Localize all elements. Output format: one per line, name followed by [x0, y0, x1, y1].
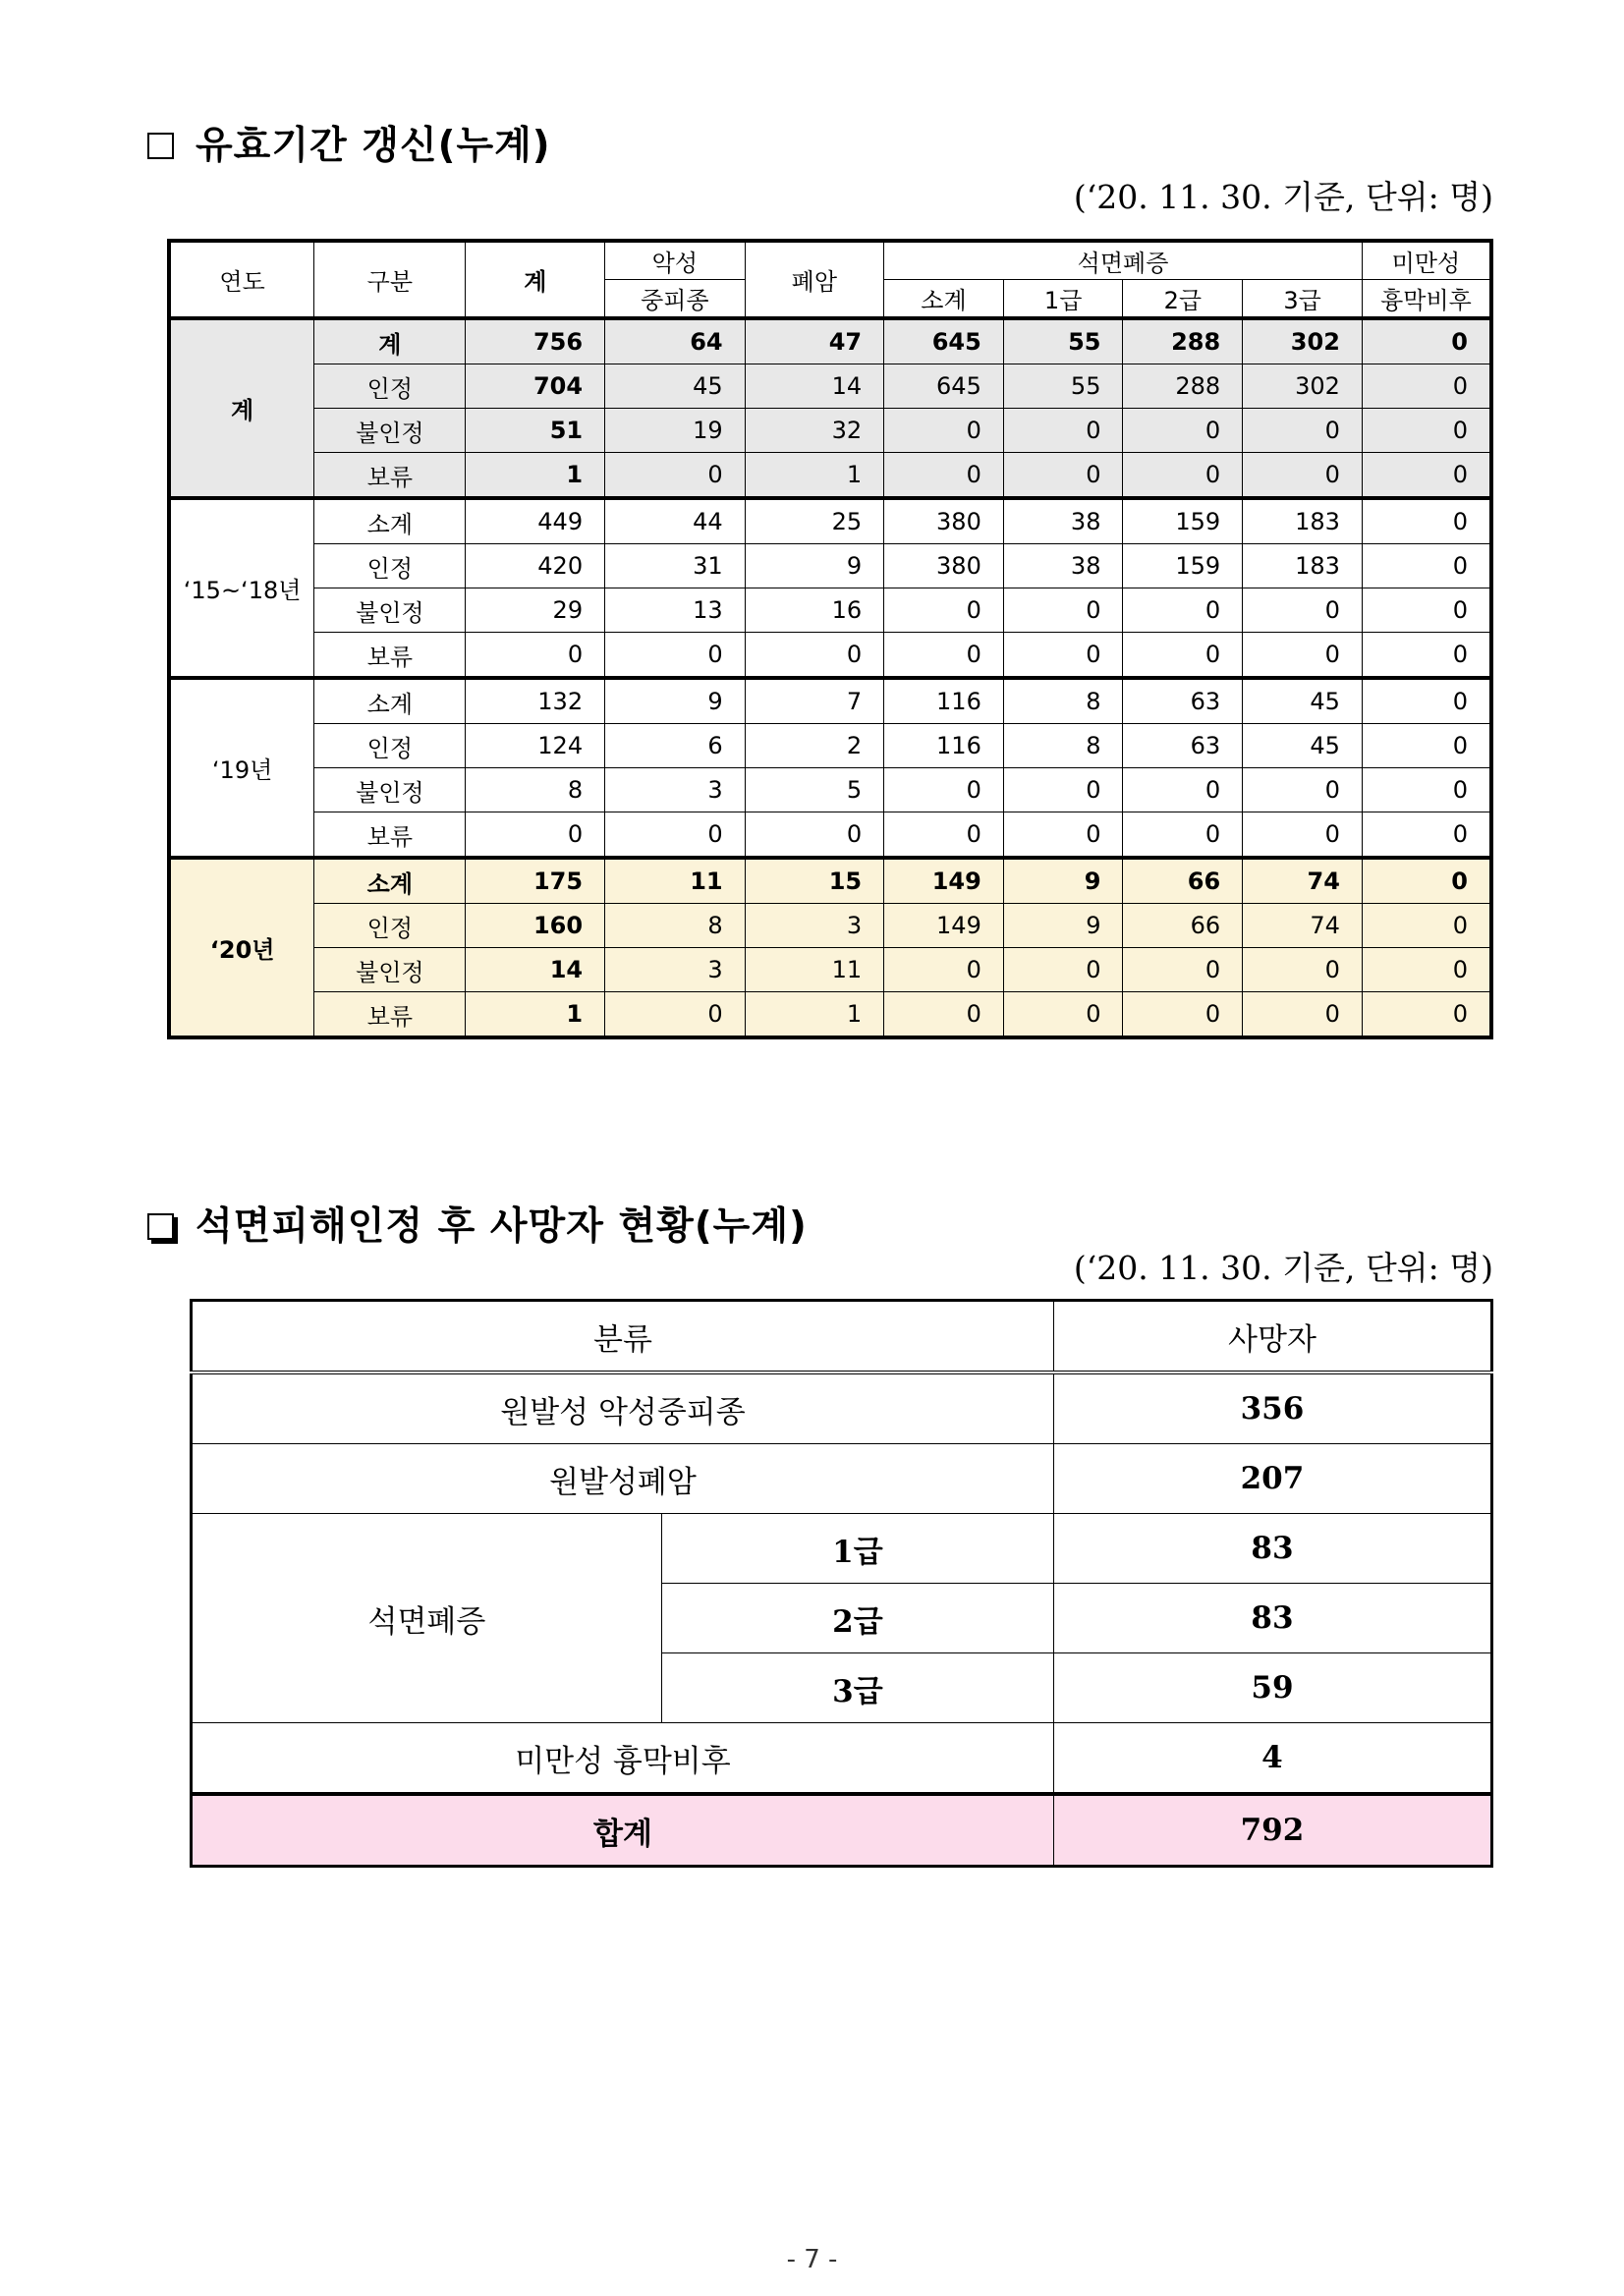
header-pleural-line2: 흉막비후 [1362, 280, 1491, 319]
value-cell: 380 [884, 498, 1004, 544]
value-cell: 0 [884, 633, 1004, 679]
row-category: 불인정 [314, 409, 466, 453]
value-cell: 132 [466, 678, 605, 724]
table-row [169, 498, 1491, 544]
value-cell: 16 [745, 588, 884, 633]
group-label: ‘20년 [169, 858, 314, 1037]
renewal-table [167, 239, 1493, 1039]
value-cell: 0 [1123, 453, 1243, 499]
page-number: - 7 - [786, 2245, 838, 2274]
value-cell: 645 [884, 318, 1004, 364]
value-cell: 0 [1123, 768, 1243, 812]
value-cell: 175 [466, 858, 605, 904]
grade3-label: 3급 [661, 1653, 1053, 1723]
header-total: 계 [466, 241, 605, 318]
value-cell: 6 [605, 724, 746, 768]
value-cell: 64 [605, 318, 746, 364]
table-row [169, 409, 1491, 453]
value-cell: 0 [884, 992, 1004, 1038]
value-cell: 0 [1123, 409, 1243, 453]
value-cell: 0 [1362, 498, 1491, 544]
value-cell: 8 [605, 904, 746, 948]
row-category: 보류 [314, 453, 466, 499]
value-cell: 1 [745, 453, 884, 499]
table-row [169, 724, 1491, 768]
value-cell: 9 [1003, 904, 1123, 948]
value-cell: 55 [1003, 318, 1123, 364]
value-cell: 0 [1003, 453, 1123, 499]
row-category: 보류 [314, 812, 466, 859]
value-cell: 0 [1003, 992, 1123, 1038]
table-row [169, 364, 1491, 409]
value-cell: 2 [745, 724, 884, 768]
row-category: 불인정 [314, 768, 466, 812]
value-cell: 0 [1362, 453, 1491, 499]
header-category: 분류 [192, 1301, 1054, 1373]
value-cell: 32 [745, 409, 884, 453]
table-row [192, 1444, 1492, 1514]
value-cell: 0 [1243, 633, 1363, 679]
value-cell: 420 [466, 544, 605, 588]
value-cell: 0 [1362, 588, 1491, 633]
value-cell: 0 [884, 768, 1004, 812]
value-cell: 13 [605, 588, 746, 633]
header-pleural-line1: 미만성 [1362, 241, 1491, 280]
value-cell: 704 [466, 364, 605, 409]
renewal-table-header [169, 241, 1491, 318]
value-cell: 288 [1123, 364, 1243, 409]
value-cell: 0 [1003, 948, 1123, 992]
section2-basis: (‘20. 11. 30. 기준, 단위: 명) [1073, 1249, 1493, 1287]
value-cell: 0 [1003, 812, 1123, 859]
total-row [192, 1794, 1492, 1867]
value-cell: 38 [1003, 498, 1123, 544]
value-cell: 0 [884, 453, 1004, 499]
lung-cancer-label: 원발성폐암 [192, 1444, 1054, 1514]
value-cell: 8 [1003, 678, 1123, 724]
value-cell: 0 [1123, 812, 1243, 859]
value-cell: 45 [1243, 724, 1363, 768]
table-row [192, 1372, 1492, 1444]
section1-title [147, 115, 551, 170]
header-lung-cancer: 폐암 [745, 241, 884, 318]
header-mesothelioma-line1: 악성 [605, 241, 746, 280]
value-cell: 183 [1243, 498, 1363, 544]
header-asbestosis: 석면폐증 [884, 241, 1363, 280]
value-cell: 0 [1362, 948, 1491, 992]
value-cell: 25 [745, 498, 884, 544]
value-cell: 15 [745, 858, 884, 904]
value-cell: 0 [1243, 768, 1363, 812]
section1-title-text: 유효기간 갱신(누계) [196, 124, 551, 168]
group-total [169, 318, 1491, 498]
value-cell: 44 [605, 498, 746, 544]
value-cell: 0 [1123, 948, 1243, 992]
value-cell: 0 [745, 633, 884, 679]
value-cell: 0 [605, 992, 746, 1038]
grade3-value: 59 [1053, 1653, 1491, 1723]
row-category: 보류 [314, 992, 466, 1038]
value-cell: 159 [1123, 544, 1243, 588]
value-cell: 31 [605, 544, 746, 588]
section1-basis: (‘20. 11. 30. 기준, 단위: 명) [1073, 178, 1493, 216]
square-bullet-icon [147, 133, 174, 159]
value-cell: 63 [1123, 678, 1243, 724]
value-cell: 0 [1243, 588, 1363, 633]
header-grade3: 3급 [1243, 280, 1363, 319]
value-cell: 0 [884, 588, 1004, 633]
table-row [192, 1723, 1492, 1795]
value-cell: 55 [1003, 364, 1123, 409]
pleural-label: 미만성 흉막비후 [192, 1723, 1054, 1795]
value-cell: 11 [745, 948, 884, 992]
value-cell: 149 [884, 858, 1004, 904]
value-cell: 0 [1362, 768, 1491, 812]
table-row [169, 318, 1491, 364]
group-2015-2018 [169, 498, 1491, 678]
asbestosis-label: 석면폐증 [192, 1514, 662, 1723]
value-cell: 0 [1362, 364, 1491, 409]
row-category: 보류 [314, 633, 466, 679]
deaths-table [190, 1299, 1493, 1868]
value-cell: 0 [1362, 409, 1491, 453]
group-2019 [169, 678, 1491, 858]
header-category: 구분 [314, 241, 466, 318]
value-cell: 449 [466, 498, 605, 544]
value-cell: 0 [1362, 318, 1491, 364]
table-row [169, 588, 1491, 633]
table-row [192, 1514, 1492, 1584]
value-cell: 11 [605, 858, 746, 904]
header-deaths: 사망자 [1053, 1301, 1491, 1373]
value-cell: 19 [605, 409, 746, 453]
table-row [169, 904, 1491, 948]
row-category: 계 [314, 318, 466, 364]
header-grade2: 2급 [1123, 280, 1243, 319]
value-cell: 3 [745, 904, 884, 948]
mesothelioma-value: 356 [1053, 1372, 1491, 1444]
lung-cancer-value: 207 [1053, 1444, 1491, 1514]
value-cell: 66 [1123, 904, 1243, 948]
grade1-value: 83 [1053, 1514, 1491, 1584]
value-cell: 0 [1003, 768, 1123, 812]
value-cell: 0 [1243, 409, 1363, 453]
value-cell: 0 [1003, 409, 1123, 453]
value-cell: 183 [1243, 544, 1363, 588]
value-cell: 0 [1362, 904, 1491, 948]
value-cell: 29 [466, 588, 605, 633]
value-cell: 63 [1123, 724, 1243, 768]
value-cell: 14 [745, 364, 884, 409]
value-cell: 288 [1123, 318, 1243, 364]
value-cell: 47 [745, 318, 884, 364]
value-cell: 9 [1003, 858, 1123, 904]
value-cell: 0 [605, 812, 746, 859]
value-cell: 0 [605, 453, 746, 499]
value-cell: 0 [1362, 812, 1491, 859]
value-cell: 51 [466, 409, 605, 453]
total-value: 792 [1053, 1794, 1491, 1867]
value-cell: 0 [1243, 992, 1363, 1038]
section2-title-text: 석면피해인정 후 사망자 현황(누계) [196, 1204, 808, 1249]
value-cell: 1 [466, 453, 605, 499]
value-cell: 45 [1243, 678, 1363, 724]
value-cell: 74 [1243, 858, 1363, 904]
table-row [169, 812, 1491, 859]
value-cell: 0 [466, 812, 605, 859]
value-cell: 3 [605, 768, 746, 812]
value-cell: 380 [884, 544, 1004, 588]
total-label: 합계 [192, 1794, 1054, 1867]
table-row [169, 858, 1491, 904]
grade1-label: 1급 [661, 1514, 1053, 1584]
group-label: 계 [169, 318, 314, 498]
table-row [169, 678, 1491, 724]
group-label: ‘19년 [169, 678, 314, 858]
value-cell: 1 [466, 992, 605, 1038]
value-cell: 0 [1123, 588, 1243, 633]
value-cell: 302 [1243, 318, 1363, 364]
value-cell: 0 [1362, 633, 1491, 679]
row-category: 불인정 [314, 588, 466, 633]
value-cell: 0 [1243, 453, 1363, 499]
value-cell: 0 [1362, 724, 1491, 768]
grade2-label: 2급 [661, 1584, 1053, 1653]
pleural-value: 4 [1053, 1723, 1491, 1795]
table-row [169, 544, 1491, 588]
value-cell: 0 [466, 633, 605, 679]
value-cell: 14 [466, 948, 605, 992]
value-cell: 0 [1362, 858, 1491, 904]
header-subtotal: 소계 [884, 280, 1004, 319]
row-category: 소계 [314, 858, 466, 904]
value-cell: 38 [1003, 544, 1123, 588]
value-cell: 116 [884, 678, 1004, 724]
value-cell: 0 [1003, 588, 1123, 633]
value-cell: 0 [884, 409, 1004, 453]
square-bullet-icon [147, 1213, 174, 1240]
table-row [169, 453, 1491, 499]
value-cell: 159 [1123, 498, 1243, 544]
value-cell: 0 [605, 633, 746, 679]
grade2-value: 83 [1053, 1584, 1491, 1653]
value-cell: 756 [466, 318, 605, 364]
value-cell: 0 [1243, 948, 1363, 992]
value-cell: 0 [1362, 544, 1491, 588]
value-cell: 124 [466, 724, 605, 768]
value-cell: 0 [1243, 812, 1363, 859]
table-row [169, 633, 1491, 679]
group-2020 [169, 858, 1491, 1037]
header-mesothelioma-line2: 중피종 [605, 280, 746, 319]
row-category: 불인정 [314, 948, 466, 992]
row-category: 소계 [314, 678, 466, 724]
value-cell: 9 [745, 544, 884, 588]
value-cell: 0 [1123, 992, 1243, 1038]
row-category: 인정 [314, 364, 466, 409]
section2-title [147, 1196, 808, 1251]
value-cell: 45 [605, 364, 746, 409]
value-cell: 116 [884, 724, 1004, 768]
value-cell: 5 [745, 768, 884, 812]
table-row [169, 992, 1491, 1038]
value-cell: 8 [1003, 724, 1123, 768]
value-cell: 645 [884, 364, 1004, 409]
group-label: ‘15~‘18년 [169, 498, 314, 678]
row-category: 소계 [314, 498, 466, 544]
value-cell: 0 [1003, 633, 1123, 679]
value-cell: 3 [605, 948, 746, 992]
value-cell: 0 [1362, 992, 1491, 1038]
table-row [169, 768, 1491, 812]
value-cell: 1 [745, 992, 884, 1038]
value-cell: 0 [1123, 633, 1243, 679]
table-row [169, 948, 1491, 992]
row-category: 인정 [314, 544, 466, 588]
deaths-header-row [192, 1301, 1492, 1373]
value-cell: 74 [1243, 904, 1363, 948]
value-cell: 66 [1123, 858, 1243, 904]
value-cell: 149 [884, 904, 1004, 948]
value-cell: 0 [745, 812, 884, 859]
value-cell: 0 [884, 812, 1004, 859]
value-cell: 7 [745, 678, 884, 724]
row-category: 인정 [314, 724, 466, 768]
value-cell: 160 [466, 904, 605, 948]
mesothelioma-label: 원발성 악성중피종 [192, 1372, 1054, 1444]
header-year: 연도 [169, 241, 314, 318]
value-cell: 9 [605, 678, 746, 724]
row-category: 인정 [314, 904, 466, 948]
value-cell: 8 [466, 768, 605, 812]
value-cell: 302 [1243, 364, 1363, 409]
value-cell: 0 [1362, 678, 1491, 724]
value-cell: 0 [884, 948, 1004, 992]
header-grade1: 1급 [1003, 280, 1123, 319]
